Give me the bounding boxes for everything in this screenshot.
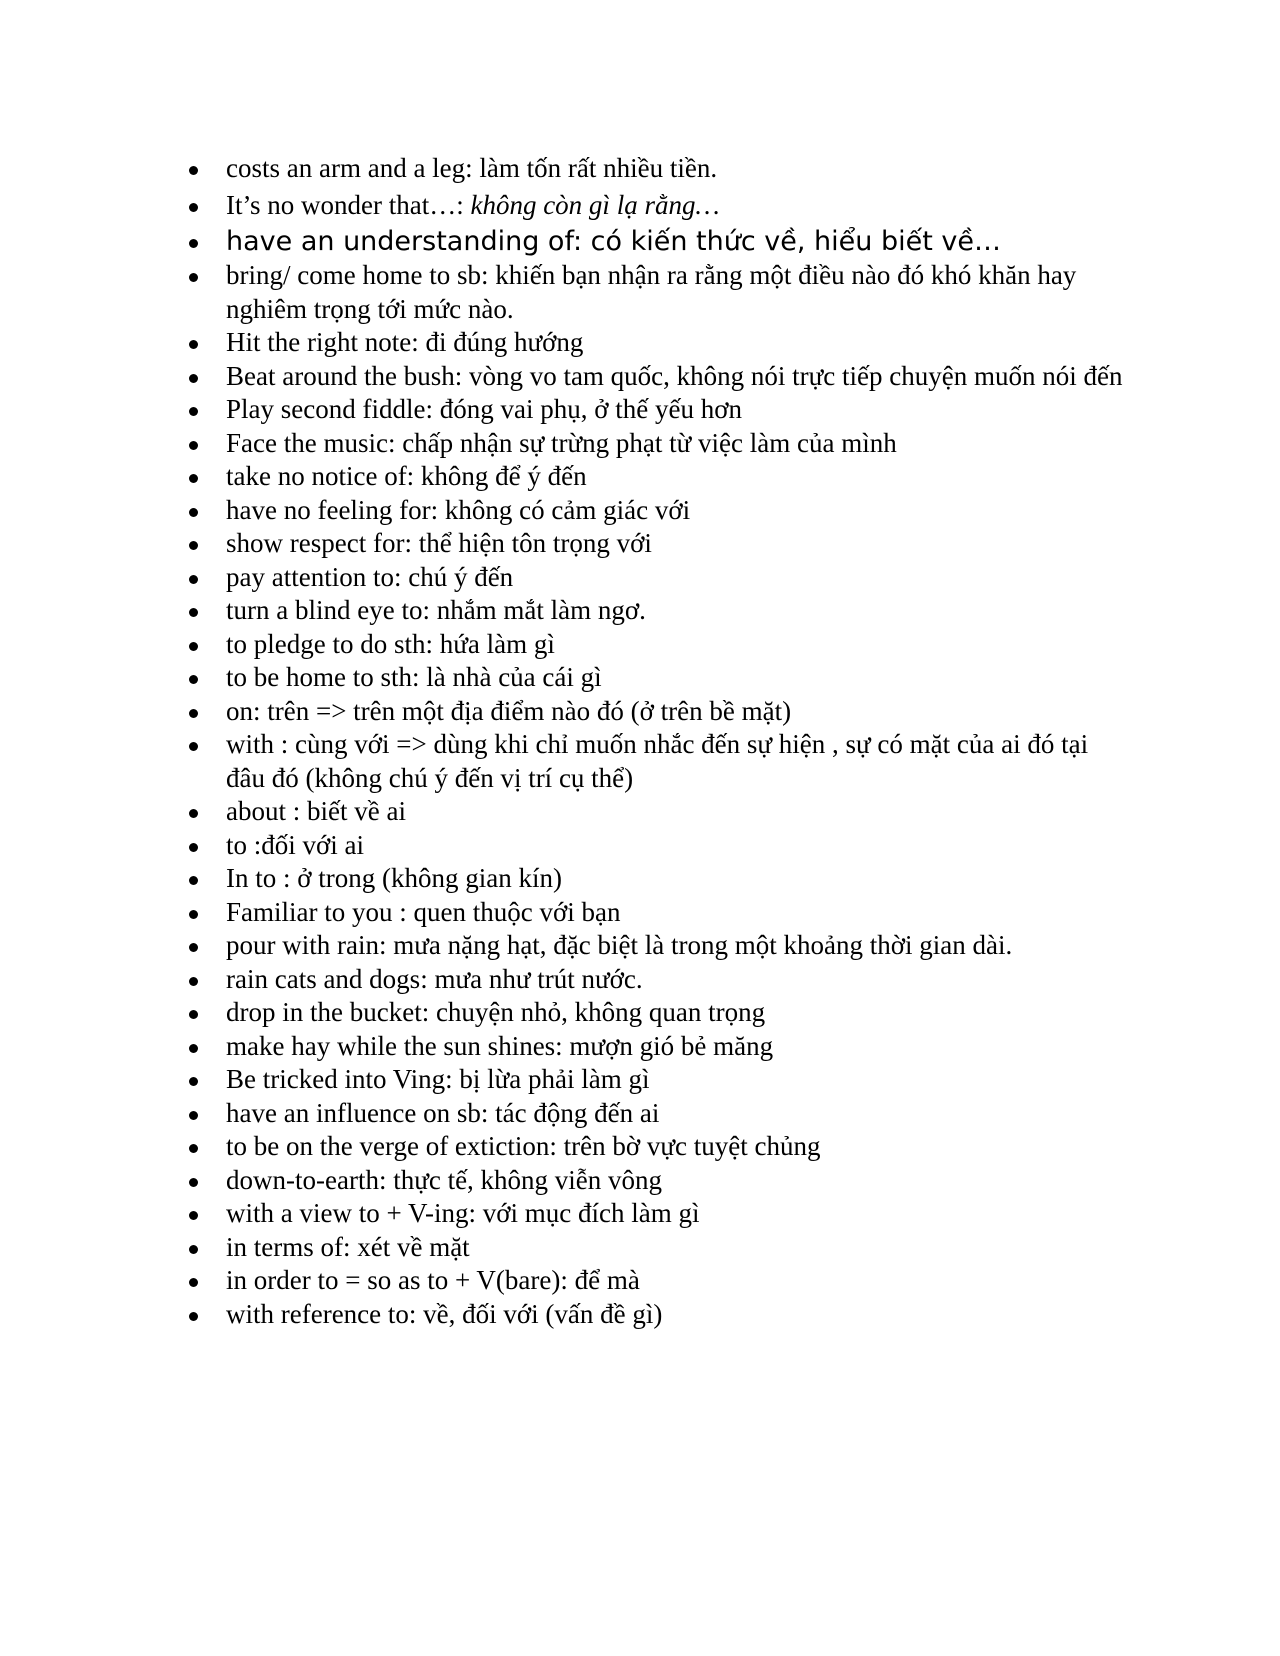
list-item bbox=[186, 189, 1126, 223]
item-text: on: trên => trên một địa điểm nào đó (ở trên bề mặt) bbox=[226, 695, 792, 726]
item-text: to :đối với ai bbox=[226, 829, 365, 860]
bullet-icon bbox=[189, 166, 198, 175]
bullet-icon bbox=[189, 876, 198, 885]
bullet-icon bbox=[189, 541, 198, 550]
item-text: have no feeling for: không có cảm giác với bbox=[226, 494, 691, 525]
bullet-icon bbox=[189, 203, 198, 212]
bullet-icon bbox=[189, 809, 198, 818]
list-item bbox=[186, 695, 1126, 729]
item-text: pour with rain: mưa nặng hạt, đặc biệt là trong một khoảng thời gian dài. bbox=[226, 930, 1013, 960]
item-text: rain cats and dogs: mưa như trút nước. bbox=[226, 963, 643, 994]
item-text: costs an arm and a leg: làm tốn rất nhiều tiền. bbox=[226, 153, 718, 183]
item-text: with a view to + V-ing: với mục đích làm gì bbox=[226, 1198, 700, 1228]
list-item bbox=[186, 728, 1126, 795]
list-item bbox=[186, 427, 1126, 461]
list-item bbox=[186, 1298, 1126, 1332]
item-text: Play second fiddle: đóng vai phụ, ở thế yếu hơn bbox=[226, 394, 742, 424]
bullet-icon bbox=[189, 608, 198, 617]
bullet-icon bbox=[189, 1010, 198, 1019]
bullet-icon bbox=[189, 977, 198, 986]
bullet-icon bbox=[189, 340, 198, 349]
bullet-icon bbox=[189, 742, 198, 751]
bullet-icon bbox=[189, 239, 198, 248]
list-item bbox=[186, 862, 1126, 896]
bullet-icon bbox=[189, 1278, 198, 1287]
list-item bbox=[186, 829, 1126, 863]
list-item bbox=[186, 1130, 1126, 1164]
item-text: in order to = so as to + V(bare): để mà bbox=[226, 1265, 640, 1295]
bullet-icon bbox=[189, 273, 198, 282]
item-term: It’s no wonder that…: bbox=[226, 189, 471, 220]
item-text: make hay while the sun shines: mượn gió bẻ măng bbox=[226, 1030, 774, 1061]
item-meaning: không còn gì lạ rằng… bbox=[470, 189, 720, 220]
list-item bbox=[186, 963, 1126, 997]
list-item bbox=[186, 795, 1126, 829]
item-text: have an influence on sb: tác động đến ai bbox=[226, 1097, 660, 1128]
list-item bbox=[186, 326, 1126, 360]
bullet-icon bbox=[189, 943, 198, 952]
bullet-icon bbox=[189, 1178, 198, 1187]
list-item bbox=[186, 1197, 1126, 1231]
item-text: drop in the bucket: chuyện nhỏ, không quan trọng bbox=[226, 997, 766, 1027]
list-item bbox=[186, 225, 1126, 259]
bullet-icon bbox=[189, 474, 198, 483]
list-item bbox=[186, 152, 1126, 186]
item-text: bring/ come home to sb: khiến bạn nhận ra rằng một điều nào đó khó khăn hay nghiêm trọng tới mức nào. bbox=[226, 260, 1077, 324]
bullet-icon bbox=[189, 1144, 198, 1153]
item-text: with reference to: về, đối với (vấn đề gì) bbox=[226, 1298, 663, 1329]
item-text: pay attention to: chú ý đến bbox=[226, 561, 514, 592]
bullet-icon bbox=[189, 407, 198, 416]
item-text: to be on the verge of extiction: trên bờ vực tuyệt chủng bbox=[226, 1131, 821, 1161]
item-text: Beat around the bush: vòng vo tam quốc, không nói trực tiếp chuyện muốn nói đến bbox=[226, 360, 1123, 391]
item-text: to pledge to do sth: hứa làm gì bbox=[226, 628, 555, 659]
list-item bbox=[186, 1063, 1126, 1097]
list-item bbox=[186, 1164, 1126, 1198]
item-text: show respect for: thể hiện tôn trọng với bbox=[226, 528, 652, 558]
list-item bbox=[186, 527, 1126, 561]
bullet-icon bbox=[189, 441, 198, 450]
item-text: Hit the right note: đi đúng hướng bbox=[226, 327, 584, 357]
item-text: have an understanding of: có kiến thức về, hiểu biết về… bbox=[226, 226, 1001, 257]
item-text: take no notice of: không để ý đến bbox=[226, 461, 587, 491]
item-text: to be home to sth: là nhà của cái gì bbox=[226, 662, 602, 692]
bullet-icon bbox=[189, 709, 198, 718]
list-item bbox=[186, 561, 1126, 595]
item-text: Be tricked into Ving: bị lừa phải làm gì bbox=[226, 1064, 650, 1094]
bullet-icon bbox=[189, 910, 198, 919]
list-item bbox=[186, 259, 1126, 326]
bullet-icon bbox=[189, 1211, 198, 1220]
bullet-icon bbox=[189, 1044, 198, 1053]
bullet-icon bbox=[189, 1111, 198, 1120]
item-text: turn a blind eye to: nhắm mắt làm ngơ. bbox=[226, 595, 646, 625]
list-item bbox=[186, 1030, 1126, 1064]
bullet-icon bbox=[189, 843, 198, 852]
list-item bbox=[186, 929, 1126, 963]
list-item bbox=[186, 594, 1126, 628]
bullet-icon bbox=[189, 374, 198, 383]
list-item bbox=[186, 393, 1126, 427]
list-item bbox=[186, 1097, 1126, 1131]
bullet-icon bbox=[189, 675, 198, 684]
bullet-icon bbox=[189, 1245, 198, 1254]
list-item bbox=[186, 360, 1126, 394]
item-text: Face the music: chấp nhận sự trừng phạt từ việc làm của mình bbox=[226, 427, 897, 458]
list-item bbox=[186, 460, 1126, 494]
item-text: in terms of: xét về mặt bbox=[226, 1231, 470, 1262]
item-text: Familiar to you : quen thuộc với bạn bbox=[226, 896, 621, 927]
item-text: about : biết về ai bbox=[226, 796, 406, 826]
vocabulary-list bbox=[186, 152, 1126, 1331]
list-item bbox=[186, 628, 1126, 662]
list-item bbox=[186, 1231, 1126, 1265]
bullet-icon bbox=[189, 1077, 198, 1086]
item-text: with : cùng với => dùng khi chỉ muốn nhắc đến sự hiện , sự có mặt của ai đó tại đâu đó (không chú ý đến vị trí cụ thể) bbox=[226, 729, 1089, 793]
list-item bbox=[186, 896, 1126, 930]
bullet-icon bbox=[189, 508, 198, 517]
bullet-icon bbox=[189, 1312, 198, 1321]
item-text: In to : ở trong (không gian kín) bbox=[226, 863, 562, 893]
item-text: down-to-earth: thực tế, không viễn vông bbox=[226, 1164, 663, 1195]
bullet-icon bbox=[189, 642, 198, 651]
bullet-icon bbox=[189, 575, 198, 584]
list-item bbox=[186, 494, 1126, 528]
list-item bbox=[186, 1264, 1126, 1298]
list-item bbox=[186, 661, 1126, 695]
list-item bbox=[186, 996, 1126, 1030]
